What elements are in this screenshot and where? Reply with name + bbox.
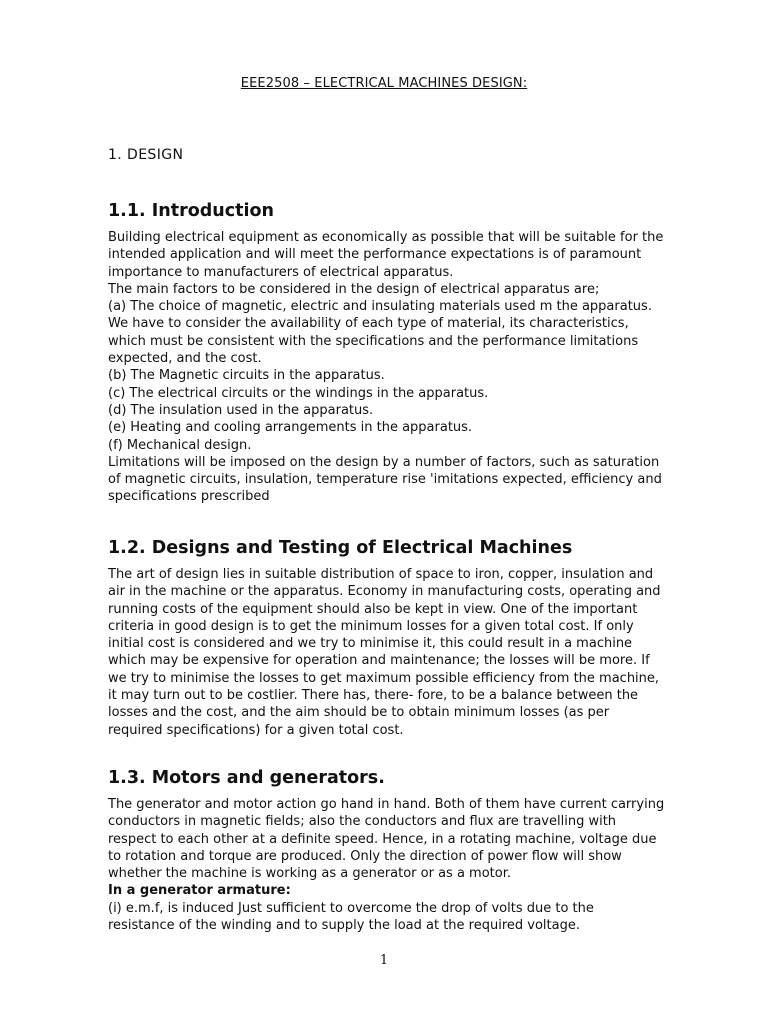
section-heading: 1.3. Motors and generators. (108, 768, 385, 788)
text-line: The generator and motor action go hand in hand. Both of them have current carrying (108, 797, 665, 812)
text-line: which may be expensive for operation and maintenance; the losses will be more. If (108, 653, 650, 669)
text-line: We have to consider the availability of each type of material, its characteristics, (108, 316, 629, 332)
section-body (108, 229, 708, 506)
section-body (108, 796, 708, 934)
chapter-heading: 1. DESIGN (108, 147, 184, 163)
text-line: Building electrical equipment as economically as possible that will be suitable for the (108, 230, 664, 245)
text-line: (i) e.m.f, is induced Just sufficient to overcome the drop of volts due to the (108, 900, 594, 916)
text-line: criteria in good design is to get the minimum losses for a given total cost. If only (108, 618, 634, 634)
text-line: Limitations will be imposed on the design by a number of factors, such as saturation (108, 454, 660, 470)
text-line: (b) The Magnetic circuits in the apparatus. (108, 368, 385, 384)
text-line: specifications prescribed (108, 489, 270, 505)
section-heading: 1.1. Introduction (108, 201, 274, 221)
page-title: EEE2508 – ELECTRICAL MACHINES DESIGN: (240, 76, 528, 91)
text-line: expected, and the cost. (108, 351, 262, 367)
section-designs-testing (108, 537, 708, 739)
text-line: resistance of the winding and to supply the load at the required voltage. (108, 918, 580, 934)
text-line: to rotation and torque are produced. Only the direction of power flow will show (108, 848, 622, 864)
text-line: importance to manufacturers of electrical apparatus. (108, 264, 454, 280)
text-line: respect to each other at a definite speed. Hence, in a rotating machine, voltage due (108, 831, 657, 847)
text-line: losses and the cost, and the aim should be to obtain minimum losses (as per (108, 705, 610, 721)
subheading: In a generator armature: (108, 883, 291, 899)
section-heading: 1.2. Designs and Testing of Electrical Machines (108, 538, 573, 558)
section-introduction (108, 200, 708, 506)
text-line: (a) The choice of magnetic, electric and insulating materials used m the apparatus. (108, 299, 652, 315)
page-number: 1 (379, 953, 389, 968)
text-line: air in the machine or the apparatus. Economy in manufacturing costs, operating and (108, 584, 661, 600)
text-line: (c) The electrical circuits or the windings in the apparatus. (108, 385, 489, 401)
text-line: of magnetic circuits, insulation, temperature rise 'imitations expected, efficiency and (108, 472, 662, 488)
text-line: The main factors to be considered in the design of electrical apparatus are; (108, 281, 600, 297)
text-line: whether the machine is working as a generator or as a motor. (108, 866, 512, 882)
text-line: we try to minimise the losses to get maximum possible efficiency from the machine, (108, 670, 660, 686)
text-line: it may turn out to be costlier. There has, there- fore, to be a balance between the (108, 688, 639, 704)
text-line: intended application and will meet the performance expectations is of paramount (108, 247, 642, 263)
text-line: The art of design lies in suitable distribution of space to iron, copper, insulation and (108, 567, 654, 582)
text-line: initial cost is considered and we try to minimise it, this could result in a machine (108, 636, 633, 652)
text-line: which must be consistent with the specifications and the performance limitations (108, 333, 639, 349)
text-line: required specifications) for a given total cost. (108, 722, 404, 738)
text-line: running costs of the equipment should also be kept in view. One of the important (108, 601, 638, 617)
text-line: (f) Mechanical design. (108, 437, 252, 453)
text-line: (d) The insulation used in the apparatus. (108, 402, 374, 418)
text-line: (e) Heating and cooling arrangements in the apparatus. (108, 420, 473, 436)
section-body (108, 566, 708, 739)
text-line: conductors in magnetic fields; also the conductors and flux are travelling with (108, 814, 617, 830)
section-motors-generators (108, 767, 708, 934)
